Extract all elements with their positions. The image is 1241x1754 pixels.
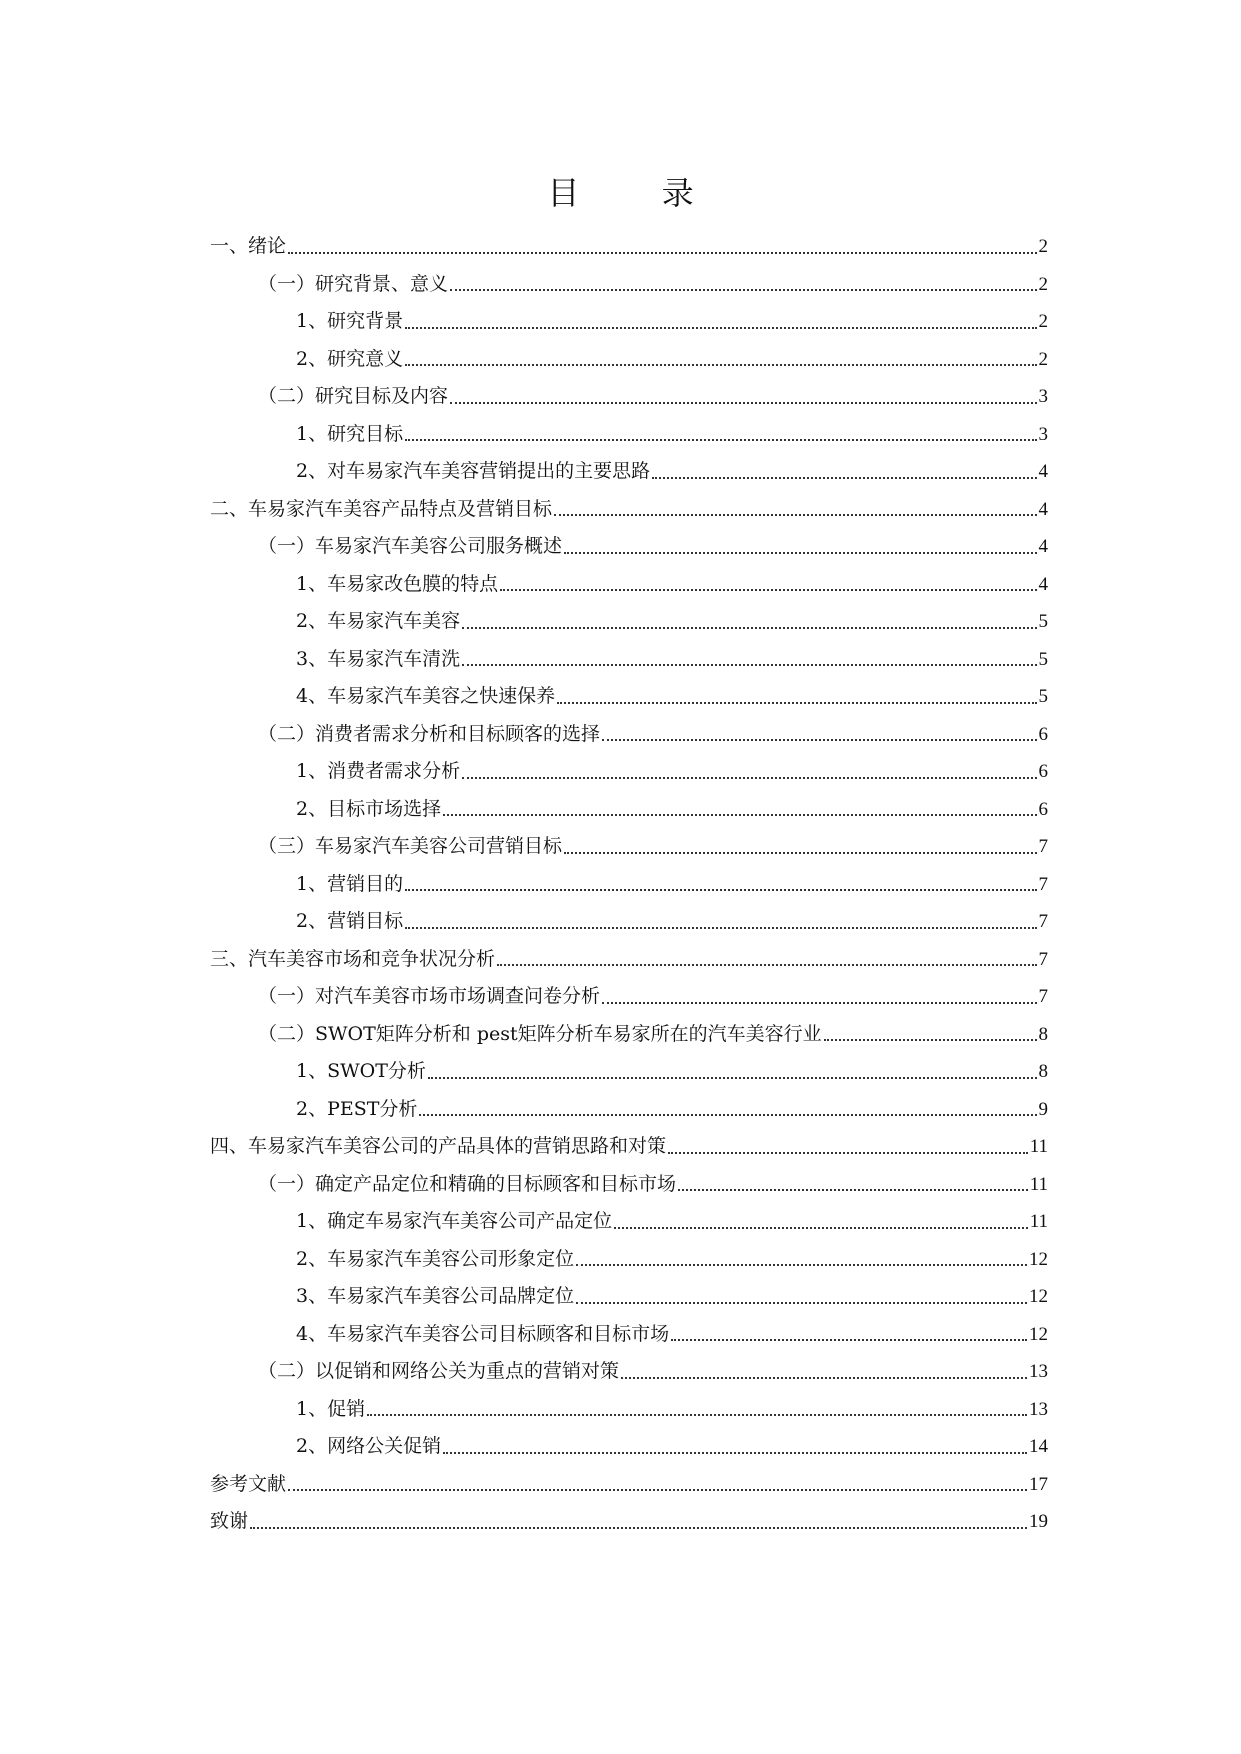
toc-entry-text: （二）研究目标及内容 bbox=[258, 385, 449, 408]
toc-title: 目 录 bbox=[547, 174, 730, 212]
toc-entry-page-number: 3 bbox=[1038, 423, 1048, 445]
dot-leader bbox=[443, 1452, 1027, 1454]
toc-entry-text: 2、目标市场选择 bbox=[296, 797, 442, 820]
toc-entry-page-number: 2 bbox=[1038, 273, 1048, 295]
toc-entry-page-number: 8 bbox=[1038, 1061, 1048, 1083]
toc-entry[interactable] bbox=[210, 903, 1048, 941]
toc-entry-text: 2、研究意义 bbox=[296, 347, 404, 370]
toc-entry[interactable] bbox=[210, 491, 1048, 529]
dot-leader bbox=[462, 627, 1036, 629]
toc-entry-page-number: 4 bbox=[1038, 498, 1048, 520]
dot-leader bbox=[671, 1339, 1027, 1341]
toc-entry-text: 三、汽车美容市场和竞争状况分析 bbox=[210, 947, 496, 970]
toc-entry-text: （二）以促销和网络公关为重点的营销对策 bbox=[258, 1360, 620, 1383]
toc-entry-text: 2、营销目标 bbox=[296, 910, 404, 933]
table-of-contents bbox=[210, 228, 1048, 1541]
toc-entry[interactable] bbox=[210, 791, 1048, 829]
dot-leader bbox=[576, 1264, 1027, 1266]
toc-entry[interactable] bbox=[210, 1053, 1048, 1091]
dot-leader bbox=[450, 402, 1036, 404]
toc-entry[interactable] bbox=[210, 228, 1048, 266]
dot-leader bbox=[405, 327, 1036, 329]
toc-entry-page-number: 2 bbox=[1038, 311, 1048, 333]
toc-entry-page-number: 3 bbox=[1038, 386, 1048, 408]
dot-leader bbox=[602, 739, 1036, 741]
toc-entry[interactable] bbox=[210, 416, 1048, 454]
toc-entry-text: （二）消费者需求分析和目标顾客的选择 bbox=[258, 722, 601, 745]
toc-entry-text: 4、车易家汽车美容之快速保养 bbox=[296, 685, 556, 708]
toc-entry[interactable] bbox=[210, 603, 1048, 641]
toc-entry[interactable] bbox=[210, 641, 1048, 679]
toc-entry-page-number: 7 bbox=[1038, 873, 1048, 895]
toc-entry-text: （二）SWOT矩阵分析和 pest矩阵分析车易家所在的汽车美容行业 bbox=[258, 1022, 822, 1045]
dot-leader bbox=[450, 289, 1036, 291]
toc-entry-page-number: 9 bbox=[1038, 1098, 1048, 1120]
toc-entry-page-number: 11 bbox=[1029, 1211, 1048, 1233]
dot-leader bbox=[405, 927, 1036, 929]
dot-leader bbox=[500, 589, 1036, 591]
dot-leader bbox=[462, 777, 1036, 779]
toc-entry-text: （一）对汽车美容市场市场调查问卷分析 bbox=[258, 985, 601, 1008]
toc-entry-text: 参考文献 bbox=[210, 1472, 287, 1495]
toc-entry[interactable] bbox=[210, 1391, 1048, 1429]
dot-leader bbox=[678, 1189, 1028, 1191]
toc-entry-page-number: 4 bbox=[1038, 573, 1048, 595]
toc-entry-text: 2、PEST分析 bbox=[296, 1097, 418, 1120]
toc-entry[interactable] bbox=[210, 753, 1048, 791]
toc-entry[interactable] bbox=[210, 341, 1048, 379]
dot-leader bbox=[824, 1039, 1037, 1041]
dot-leader bbox=[462, 664, 1036, 666]
toc-entry[interactable] bbox=[210, 1091, 1048, 1129]
toc-entry-text: 1、车易家改色膜的特点 bbox=[296, 572, 499, 595]
dot-leader bbox=[614, 1227, 1028, 1229]
toc-entry-page-number: 7 bbox=[1038, 948, 1048, 970]
toc-entry-page-number: 7 bbox=[1038, 986, 1048, 1008]
toc-entry[interactable] bbox=[210, 1316, 1048, 1354]
toc-entry[interactable] bbox=[210, 1278, 1048, 1316]
toc-entry[interactable] bbox=[210, 828, 1048, 866]
toc-entry-page-number: 4 bbox=[1038, 461, 1048, 483]
toc-entry-page-number: 7 bbox=[1038, 911, 1048, 933]
toc-entry-text: 1、研究背景 bbox=[296, 310, 404, 333]
toc-entry-text: 致谢 bbox=[210, 1510, 249, 1533]
dot-leader bbox=[405, 364, 1036, 366]
toc-entry-page-number: 6 bbox=[1038, 761, 1048, 783]
toc-entry[interactable] bbox=[210, 1466, 1048, 1504]
toc-entry[interactable] bbox=[210, 378, 1048, 416]
dot-leader bbox=[428, 1077, 1037, 1079]
toc-entry-page-number: 14 bbox=[1029, 1436, 1048, 1458]
toc-entry[interactable] bbox=[210, 1203, 1048, 1241]
toc-entry-text: 二、车易家汽车美容产品特点及营销目标 bbox=[210, 497, 553, 520]
toc-entry[interactable] bbox=[210, 528, 1048, 566]
dot-leader bbox=[405, 889, 1036, 891]
toc-entry[interactable] bbox=[210, 1128, 1048, 1166]
toc-entry-text: 2、车易家汽车美容 bbox=[296, 610, 461, 633]
toc-entry-page-number: 13 bbox=[1029, 1398, 1048, 1420]
dot-leader bbox=[288, 252, 1036, 254]
dot-leader bbox=[576, 1302, 1027, 1304]
toc-entry-text: 1、确定车易家汽车美容公司产品定位 bbox=[296, 1210, 613, 1233]
toc-entry-text: 1、消费者需求分析 bbox=[296, 760, 461, 783]
toc-entry-text: （一）研究背景、意义 bbox=[258, 272, 449, 295]
toc-entry-text: （一）车易家汽车美容公司服务概述 bbox=[258, 535, 563, 558]
dot-leader bbox=[621, 1377, 1027, 1379]
toc-entry-page-number: 5 bbox=[1038, 611, 1048, 633]
toc-entry[interactable] bbox=[210, 566, 1048, 604]
toc-entry-page-number: 8 bbox=[1038, 1023, 1048, 1045]
toc-entry-page-number: 11 bbox=[1029, 1136, 1048, 1158]
toc-entry-page-number: 5 bbox=[1038, 648, 1048, 670]
toc-entry[interactable] bbox=[210, 266, 1048, 304]
toc-entry-text: （三）车易家汽车美容公司营销目标 bbox=[258, 835, 563, 858]
toc-entry-text: 3、车易家汽车清洗 bbox=[296, 647, 461, 670]
toc-entry-page-number: 13 bbox=[1029, 1361, 1048, 1383]
toc-entry[interactable] bbox=[210, 1428, 1048, 1466]
toc-entry[interactable] bbox=[210, 978, 1048, 1016]
dot-leader bbox=[419, 1114, 1036, 1116]
dot-leader bbox=[557, 702, 1036, 704]
toc-entry-page-number: 5 bbox=[1038, 686, 1048, 708]
toc-entry-page-number: 2 bbox=[1038, 348, 1048, 370]
dot-leader bbox=[554, 514, 1036, 516]
toc-entry[interactable] bbox=[210, 303, 1048, 341]
toc-entry-text: 2、车易家汽车美容公司形象定位 bbox=[296, 1247, 575, 1270]
dot-leader bbox=[367, 1414, 1027, 1416]
dot-leader bbox=[564, 552, 1036, 554]
dot-leader bbox=[405, 439, 1036, 441]
toc-entry[interactable] bbox=[210, 866, 1048, 904]
toc-entry-page-number: 6 bbox=[1038, 723, 1048, 745]
toc-entry-text: 3、车易家汽车美容公司品牌定位 bbox=[296, 1285, 575, 1308]
toc-entry[interactable] bbox=[210, 1016, 1048, 1054]
toc-entry-text: 2、网络公关促销 bbox=[296, 1435, 442, 1458]
toc-entry-page-number: 12 bbox=[1029, 1248, 1048, 1270]
toc-entry-page-number: 19 bbox=[1029, 1511, 1048, 1533]
toc-entry[interactable] bbox=[210, 678, 1048, 716]
dot-leader bbox=[250, 1527, 1027, 1529]
toc-entry-page-number: 11 bbox=[1029, 1173, 1048, 1195]
toc-entry-text: 2、对车易家汽车美容营销提出的主要思路 bbox=[296, 460, 651, 483]
dot-leader bbox=[602, 1002, 1036, 1004]
toc-entry[interactable] bbox=[210, 1166, 1048, 1204]
dot-leader bbox=[564, 852, 1036, 854]
toc-entry-page-number: 12 bbox=[1029, 1286, 1048, 1308]
toc-entry-page-number: 17 bbox=[1029, 1473, 1048, 1495]
dot-leader bbox=[288, 1489, 1027, 1491]
toc-entry[interactable] bbox=[210, 1241, 1048, 1279]
toc-entry[interactable] bbox=[210, 716, 1048, 754]
toc-entry-page-number: 7 bbox=[1038, 836, 1048, 858]
toc-entry-text: （一）确定产品定位和精确的目标顾客和目标市场 bbox=[258, 1172, 677, 1195]
toc-entry-page-number: 2 bbox=[1038, 236, 1048, 258]
toc-entry-text: 1、营销目的 bbox=[296, 872, 404, 895]
toc-entry[interactable] bbox=[210, 1353, 1048, 1391]
toc-entry-text: 1、研究目标 bbox=[296, 422, 404, 445]
toc-entry-text: 4、车易家汽车美容公司目标顾客和目标市场 bbox=[296, 1322, 670, 1345]
toc-entry[interactable] bbox=[210, 941, 1048, 979]
toc-entry-page-number: 12 bbox=[1029, 1323, 1048, 1345]
dot-leader bbox=[497, 964, 1036, 966]
dot-leader bbox=[668, 1152, 1028, 1154]
toc-entry-text: 四、车易家汽车美容公司的产品具体的营销思路和对策 bbox=[210, 1135, 667, 1158]
dot-leader bbox=[443, 814, 1036, 816]
toc-entry[interactable] bbox=[210, 453, 1048, 491]
toc-entry[interactable] bbox=[210, 1503, 1048, 1541]
toc-entry-page-number: 6 bbox=[1038, 798, 1048, 820]
toc-entry-page-number: 4 bbox=[1038, 536, 1048, 558]
toc-entry-text: 1、促销 bbox=[296, 1397, 366, 1420]
dot-leader bbox=[652, 477, 1036, 479]
toc-entry-text: 1、SWOT分析 bbox=[296, 1060, 426, 1083]
toc-entry-text: 一、绪论 bbox=[210, 235, 287, 258]
